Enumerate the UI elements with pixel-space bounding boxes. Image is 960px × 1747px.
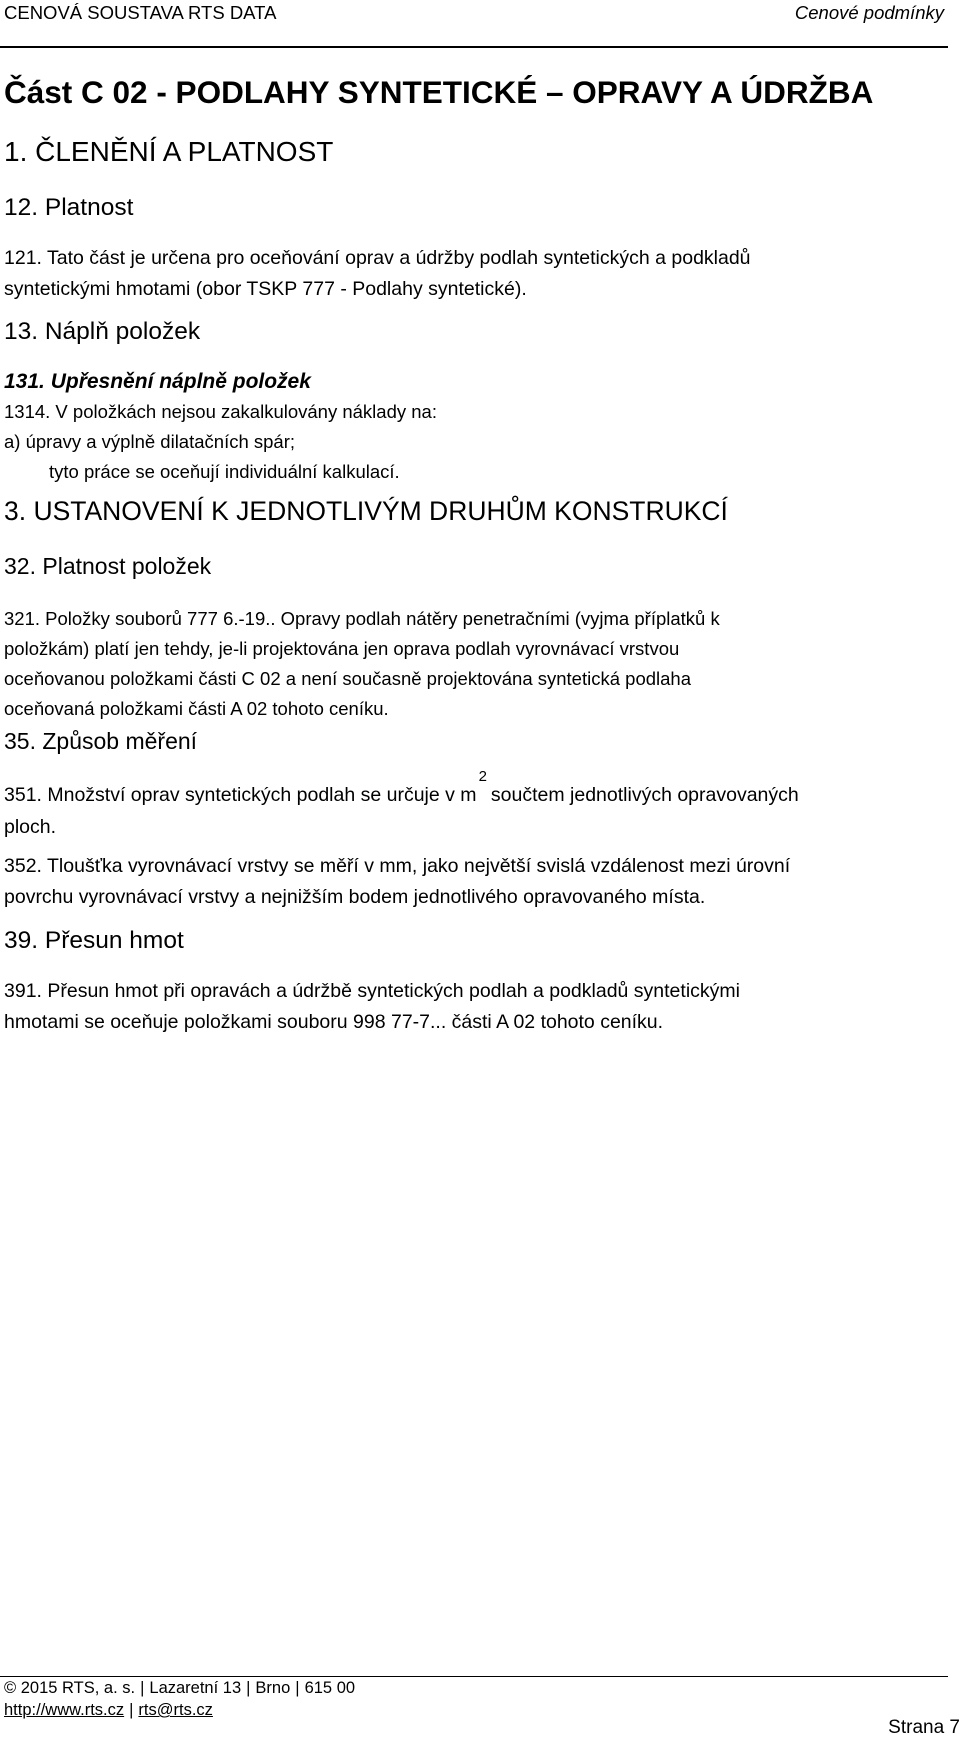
section-12-heading: 12. Platnost bbox=[4, 194, 134, 221]
paragraph-352-line: povrchu vyrovnávací vrstvy a nejnižším bodem jednotlivého opravovaného místa. bbox=[4, 886, 706, 908]
paragraph-391-line: hmotami se oceňuje položkami souboru 998 77-7... části A 02 tohoto ceníku. bbox=[4, 1011, 664, 1033]
page-header bbox=[0, 2, 944, 30]
section-35-heading: 35. Způsob měření bbox=[4, 728, 198, 754]
footer-address: © 2015 RTS, a. s. | Lazaretní 13 | Brno | 615 00 bbox=[4, 1679, 356, 1697]
paragraph-351-text: součtem jednotlivých opravovaných bbox=[490, 784, 799, 806]
paragraph-351 bbox=[4, 768, 799, 843]
paragraph-121-line: syntetickými hmotami (obor TSKP 777 - Podlahy syntetické). bbox=[4, 278, 527, 300]
paragraph-391 bbox=[4, 976, 740, 1038]
superscript-2: 2 bbox=[478, 768, 487, 785]
paragraph-1314-item-a: a) úpravy a výplně dilatačních spár; bbox=[4, 431, 296, 452]
paragraph-321-line: položkám) platí jen tehdy, je-li projektována jen oprava podlah vyrovnávací vrstvou bbox=[4, 638, 680, 659]
paragraph-391-line: 391. Přesun hmot při opravách a údržbě syntetických podlah a podkladů syntetickými bbox=[4, 980, 740, 1002]
footer-contacts: http://www.rts.cz | rts@rts.cz bbox=[4, 1701, 213, 1719]
section-1-heading: 1. ČLENĚNÍ A PLATNOST bbox=[4, 136, 334, 167]
footer-copyright: © 2015 RTS, a. s. bbox=[4, 1679, 136, 1697]
paragraph-351-text: 351. Množství oprav syntetických podlah se určuje v m bbox=[4, 784, 477, 806]
header-left: CENOVÁ SOUSTAVA RTS DATA bbox=[4, 2, 277, 23]
header-rule bbox=[0, 46, 948, 48]
paragraph-352 bbox=[4, 851, 790, 913]
paragraph-1314 bbox=[4, 397, 437, 487]
footer-web-link[interactable]: http://www.rts.cz bbox=[4, 1701, 125, 1719]
paragraph-321 bbox=[4, 604, 720, 724]
footer-street: Lazaretní 13 bbox=[149, 1679, 242, 1697]
document-title: Část C 02 - PODLAHY SYNTETICKÉ – OPRAVY A ÚDRŽBA bbox=[4, 74, 874, 110]
section-32-heading: 32. Platnost položek bbox=[4, 553, 212, 579]
footer-zip: 615 00 bbox=[304, 1679, 356, 1697]
paragraph-121-line: 121. Tato část je určena pro oceňování oprav a údržby podlah syntetických a podkladů bbox=[4, 247, 751, 269]
footer-rule bbox=[0, 1676, 948, 1677]
section-131-heading: 131. Upřesnění náplně položek bbox=[4, 370, 311, 393]
footer-city: Brno bbox=[255, 1679, 291, 1697]
footer-email-link[interactable]: rts@rts.cz bbox=[138, 1701, 213, 1719]
page-number: Strana 7 bbox=[888, 1717, 960, 1738]
paragraph-121 bbox=[4, 243, 751, 305]
paragraph-321-line: 321. Položky souborů 777 6.-19.. Opravy podlah nátěry penetračními (vyjma příplatků k bbox=[4, 608, 720, 629]
paragraph-321-line: oceňovaná položkami části A 02 tohoto ceníku. bbox=[4, 698, 389, 719]
paragraph-352-line: 352. Tloušťka vyrovnávací vrstvy se měří v mm, jako největší svislá vzdálenost mezi úrovní bbox=[4, 855, 791, 877]
paragraph-321-line: oceňovanou položkami části C 02 a není současně projektována syntetická podlaha bbox=[4, 668, 691, 689]
section-39-heading: 39. Přesun hmot bbox=[4, 927, 184, 954]
paragraph-1314-line: 1314. V položkách nejsou zakalkulovány náklady na: bbox=[4, 401, 437, 422]
paragraph-1314-line: tyto práce se oceňují individuální kalkulací. bbox=[49, 461, 400, 482]
paragraph-351-line: ploch. bbox=[4, 816, 57, 838]
section-13-heading: 13. Náplň položek bbox=[4, 318, 201, 345]
header-right: Cenové podmínky bbox=[794, 2, 944, 23]
section-3-heading: 3. USTANOVENÍ K JEDNOTLIVÝM DRUHŮM KONSTRUKCÍ bbox=[4, 496, 728, 526]
